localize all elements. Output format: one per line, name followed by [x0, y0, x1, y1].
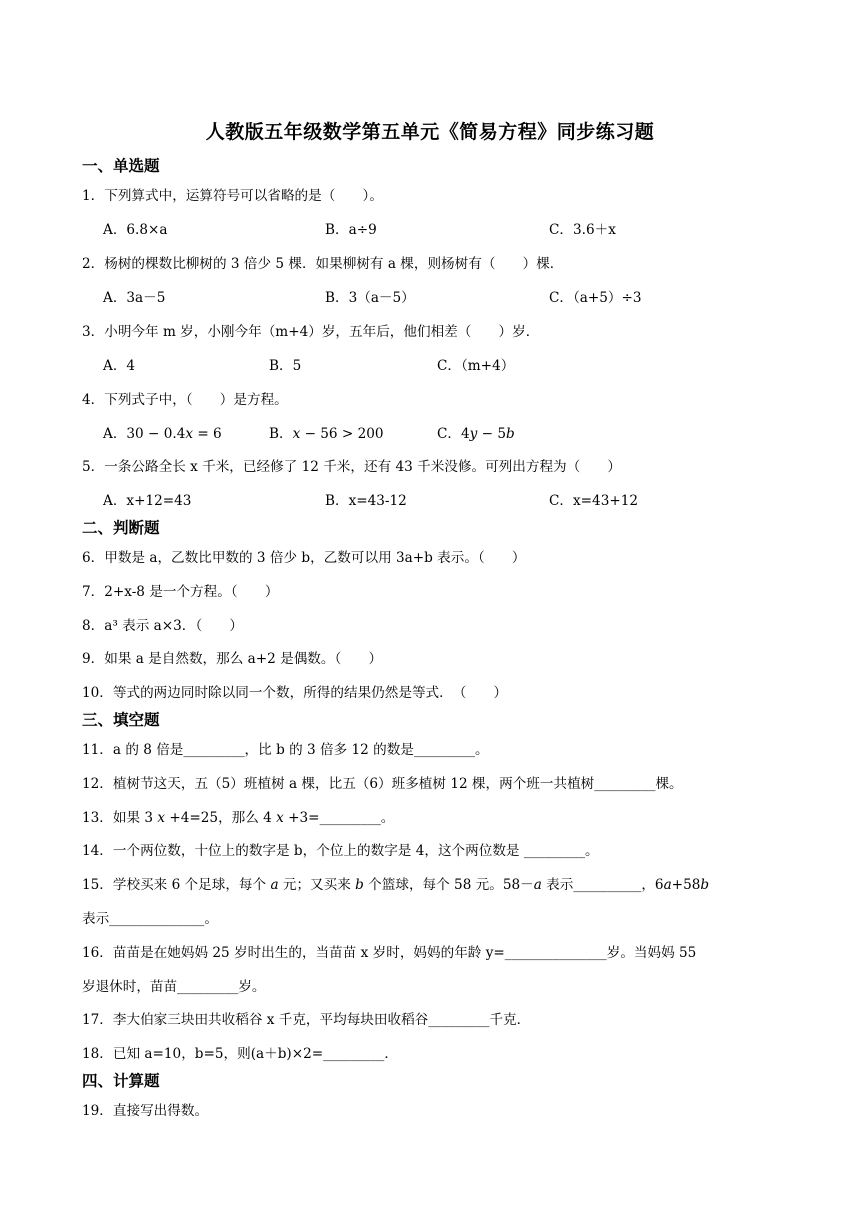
- question-5: 5．一条公路全长 x 千米，已经修了 12 千米，还有 43 千米没修。可列出方程为（ ）: [82, 459, 622, 475]
- question-3-option-b: B．5: [269, 358, 302, 374]
- question-2-option-b: B．3（a－5）: [325, 290, 415, 306]
- question-3-option-c: C．（m+4）: [437, 358, 515, 374]
- question-13: 13．如果 3 𝑥 +4=25，那么 4 𝑥 +3=_________。: [82, 810, 395, 826]
- question-2-option-a: A．3a－5: [103, 290, 166, 306]
- question-5-option-a: A．x+12=43: [103, 493, 192, 509]
- question-12: 12．植树节这天，五（5）班植树 a 棵，比五（6）班多植树 12 棵，两个班一共植树_________棵。: [82, 776, 683, 792]
- question-1-option-c: C．3.6＋x: [549, 222, 616, 238]
- page-title: 人教版五年级数学第五单元《简易方程》同步练习题: [205, 121, 655, 143]
- question-3: 3．小明今年 m 岁，小刚今年（m+4）岁，五年后，他们相差（ ）岁．: [82, 324, 540, 340]
- question-1-option-b: B．a÷9: [325, 222, 377, 238]
- question-5-option-b: B．x=43-12: [325, 493, 407, 509]
- question-10: 10．等式的两边同时除以同一个数，所得的结果仍然是等式． （ ）: [82, 685, 508, 701]
- question-14: 14．一个两位数，十位上的数字是 b，个位上的数字是 4，这个两位数是 _________。: [82, 843, 599, 859]
- section-heading-single-choice: 一、单选题: [82, 157, 160, 175]
- section-heading-true-false: 二、判断题: [82, 519, 160, 537]
- question-2-option-c: C．（a+5）÷3: [549, 290, 642, 306]
- question-2: 2．杨树的棵数比柳树的 3 倍少 5 棵．如果柳树有 a 棵，则杨树有（ ）棵．: [82, 256, 564, 272]
- question-1: 1．下列算式中，运算符号可以省略的是（ ）。: [82, 188, 383, 204]
- question-16-line-2: 岁退休时，苗苗_________岁。: [82, 979, 266, 995]
- question-19: 19．直接写出得数。: [82, 1103, 209, 1119]
- question-15-line-2: 表示______________。: [82, 911, 218, 927]
- question-15-line-1: 15．学校买来 6 个足球，每个 𝑎 元；又买来 𝑏 个篮球，每个 58 元。58－𝑎 表示__________，6𝑎+58𝑏: [82, 877, 710, 893]
- question-18: 18．已知 a=10，b=5，则(a＋b)×2=_________．: [82, 1046, 398, 1062]
- question-8: 8．a³ 表示 a×3．（ ）: [82, 618, 243, 634]
- section-heading-calculation: 四、计算题: [82, 1072, 160, 1090]
- question-7: 7．2+x-8 是一个方程。（ ）: [82, 584, 279, 600]
- question-4: 4．下列式子中，（ ）是方程。: [82, 392, 288, 408]
- question-4-option-c: C．4𝑦 − 5𝑏: [437, 426, 515, 442]
- question-17: 17．李大伯家三块田共收稻谷 x 千克，平均每块田收稻谷_________千克．: [82, 1012, 531, 1028]
- question-4-option-b: B．𝑥 − 56 > 200: [269, 426, 384, 442]
- question-9: 9．如果 a 是自然数，那么 a+2 是偶数。（ ）: [82, 651, 383, 667]
- section-heading-fill-blank: 三、填空题: [82, 711, 160, 729]
- question-11: 11．a 的 8 倍是_________，比 b 的 3 倍多 12 的数是_________。: [82, 742, 489, 758]
- question-5-option-c: C．x=43+12: [549, 493, 639, 509]
- question-1-option-a: A．6.8×a: [103, 222, 168, 238]
- question-16-line-1: 16．苗苗是在她妈妈 25 岁时出生的，当苗苗 x 岁时，妈妈的年龄 y=_______________岁。当妈妈 55: [82, 945, 697, 961]
- question-4-option-a: A．30 − 0.4𝑥 = 6: [103, 426, 222, 442]
- question-6: 6．甲数是 a，乙数比甲数的 3 倍少 b，乙数可以用 3a+b 表示。（ ）: [82, 550, 526, 566]
- question-3-option-a: A．4: [103, 358, 136, 374]
